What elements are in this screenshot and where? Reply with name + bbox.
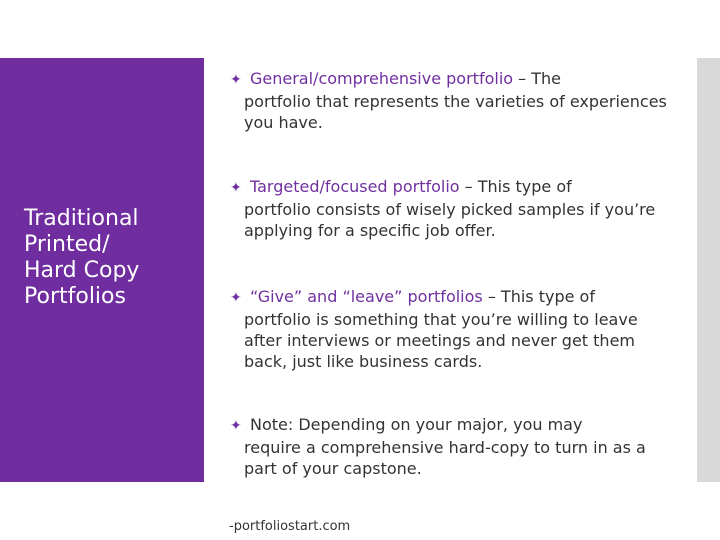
bullet-text: portfolio consists of wisely picked samples if you’re applying for a specific job offer.: [244, 200, 656, 240]
bullet-heading: “Give” and “leave” portfolios: [250, 287, 483, 306]
bullet-text: portfolio that represents the varieties of experiences you have.: [244, 92, 667, 132]
bullet-text: require a comprehensive hard-copy to turn in as a part of your capstone.: [244, 438, 646, 478]
slide-title-line: Hard Copy: [24, 258, 140, 283]
slide-title-line: Portfolios: [24, 284, 126, 309]
bullet-heading: Targeted/focused portfolio: [250, 177, 460, 196]
bullet-icon: ✦: [230, 418, 242, 434]
slide-title: [24, 206, 194, 310]
bullet-lead: – This type of: [482, 287, 595, 306]
slide-title-line: Traditional: [24, 206, 139, 231]
bullet-heading: General/comprehensive portfolio: [250, 69, 514, 88]
bullet-icon: ✦: [230, 180, 242, 196]
bullet-lead: – The: [513, 69, 561, 88]
right-decorative-strip: [697, 58, 720, 482]
bullet-heading: Note: Depending on your major, you may: [250, 415, 583, 434]
bullet-item: [230, 176, 670, 241]
slide-title-line: Printed/: [24, 232, 110, 257]
bullet-item: [230, 68, 670, 133]
bullet-icon: ✦: [230, 290, 242, 306]
bullet-item: [230, 414, 670, 479]
bullet-item: [230, 286, 670, 372]
bullet-icon: ✦: [230, 72, 242, 88]
bullet-text: portfolio is something that you’re willing to leave after interviews or meetings and never get them back, just like business cards.: [244, 310, 638, 371]
bullet-lead: – This type of: [459, 177, 572, 196]
source-citation: -portfoliostart.com: [229, 519, 351, 534]
